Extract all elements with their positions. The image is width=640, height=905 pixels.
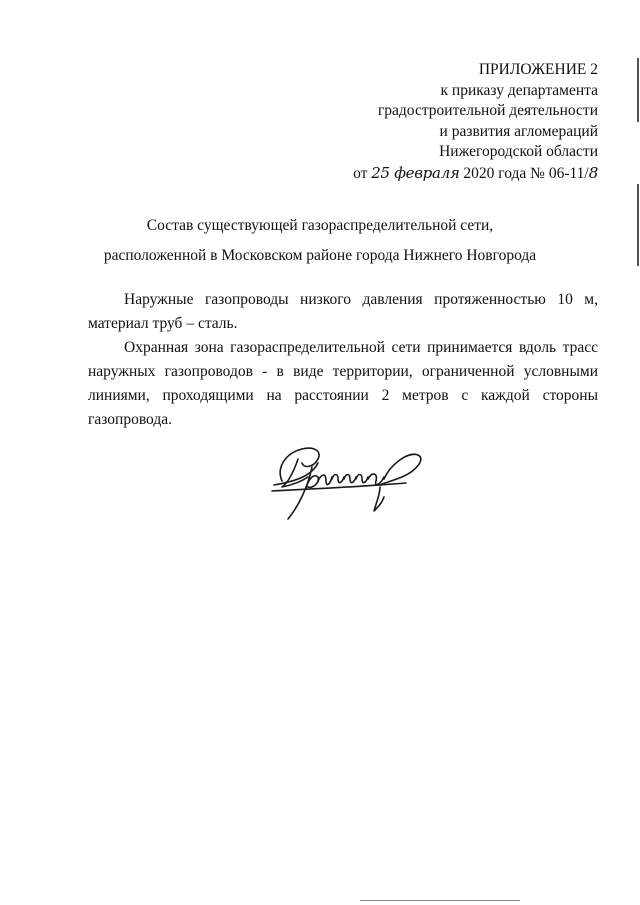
body-paragraph-2: Охранная зона газораспределительной сети принимается вдоль трасс наружных газопроводов - в виде территории, ограниченной условными линиями, проходящими на расстоянии 2 метров с каждой стороны газопровода. <box>88 339 598 428</box>
annex-title: ПРИЛОЖЕНИЕ 2 <box>478 61 598 78</box>
document-title <box>0 211 640 271</box>
scan-edge-mark-middle <box>637 184 639 266</box>
annex-line-region: Нижегородской области <box>439 143 598 160</box>
annex-date-line <box>353 163 598 185</box>
annex-number-handwritten: 8 <box>588 163 598 182</box>
annex-line-agglomeration: и развития агломераций <box>439 122 598 140</box>
annex-date-handwritten: 25 февраля <box>371 163 460 182</box>
annex-line-department: градостроительной деятельности <box>377 102 598 119</box>
annex-header <box>353 60 598 184</box>
annex-date-prefix: от <box>353 164 368 182</box>
annex-date-suffix: 2020 года № 06-11/ <box>463 164 589 182</box>
scan-edge-mark-top <box>637 58 639 122</box>
signature-icon <box>268 437 428 527</box>
scan-bottom-rule <box>360 900 520 901</box>
annex-line-order: к приказу департамента <box>440 81 598 99</box>
title-line-2: расположенной в Московском районе города Нижнего Новгорода <box>103 247 537 264</box>
document-body <box>88 288 598 432</box>
title-line-1: Состав существующей газораспределительной сети, <box>146 217 494 234</box>
body-paragraph-1: Наружные газопроводы низкого давления протяженностью 10 м, материал труб – сталь. <box>88 291 598 332</box>
